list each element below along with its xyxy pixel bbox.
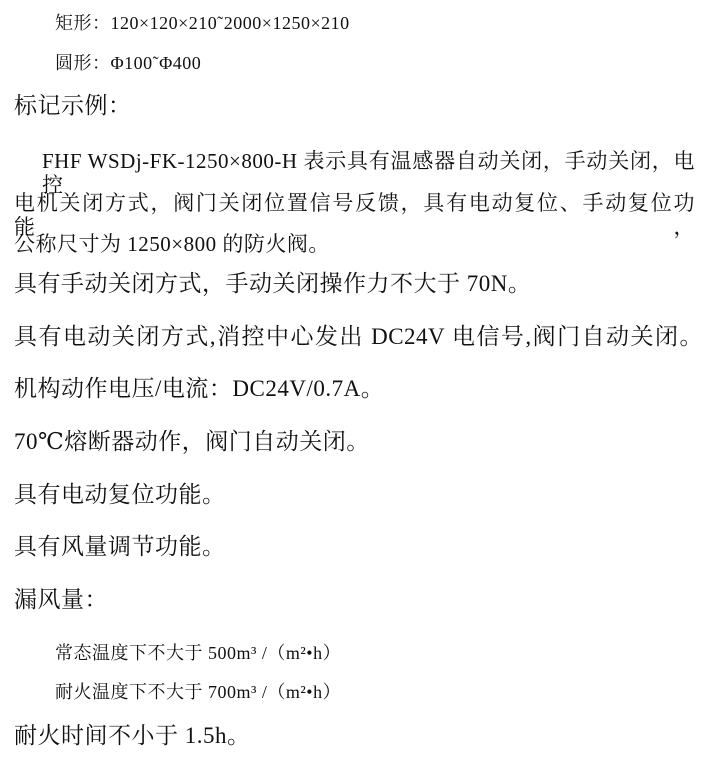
marking-paragraph-line-2: 电机关闭方式，阀门关闭位置信号反馈，具有电动复位、手动复位功能， [14, 191, 695, 240]
feature-manual-close: 具有手动关闭方式，手动关闭操作力不大于 70N。 [14, 271, 532, 296]
marking-paragraph-line-1: FHF WSDj-FK-1250×800-H 表示具有温感器自动关闭，手动关闭，电控 [42, 149, 695, 198]
air-leakage-heading: 漏风量： [14, 587, 108, 612]
marking-example-heading: 标记示例： [14, 93, 132, 118]
spec-rectangular-size: 矩形：120×120×210˜2000×1250×210 [55, 13, 350, 33]
feature-electric-close: 具有电动关闭方式,消控中心发出 DC24V 电信号,阀门自动关闭。 [14, 324, 703, 349]
feature-airflow-adjust: 具有风量调节功能。 [14, 534, 226, 559]
spec-circular-size: 圆形：Φ100˜Φ400 [55, 53, 202, 73]
air-leakage-fire-temp: 耐火温度下不大于 700m³ /（m²•h） [55, 682, 342, 702]
feature-fusible-link: 70℃熔断器动作，阀门自动关闭。 [14, 429, 370, 454]
fire-resistance-time: 耐火时间不小于 1.5h。 [14, 723, 251, 748]
feature-voltage-current: 机构动作电压/电流：DC24V/0.7A。 [14, 376, 385, 401]
air-leakage-normal-temp: 常态温度下不大于 500m³ /（m²•h） [55, 643, 342, 663]
feature-electric-reset: 具有电动复位功能。 [14, 482, 226, 507]
marking-paragraph-line-3: 公称尺寸为 1250×800 的防火阀。 [14, 232, 330, 256]
